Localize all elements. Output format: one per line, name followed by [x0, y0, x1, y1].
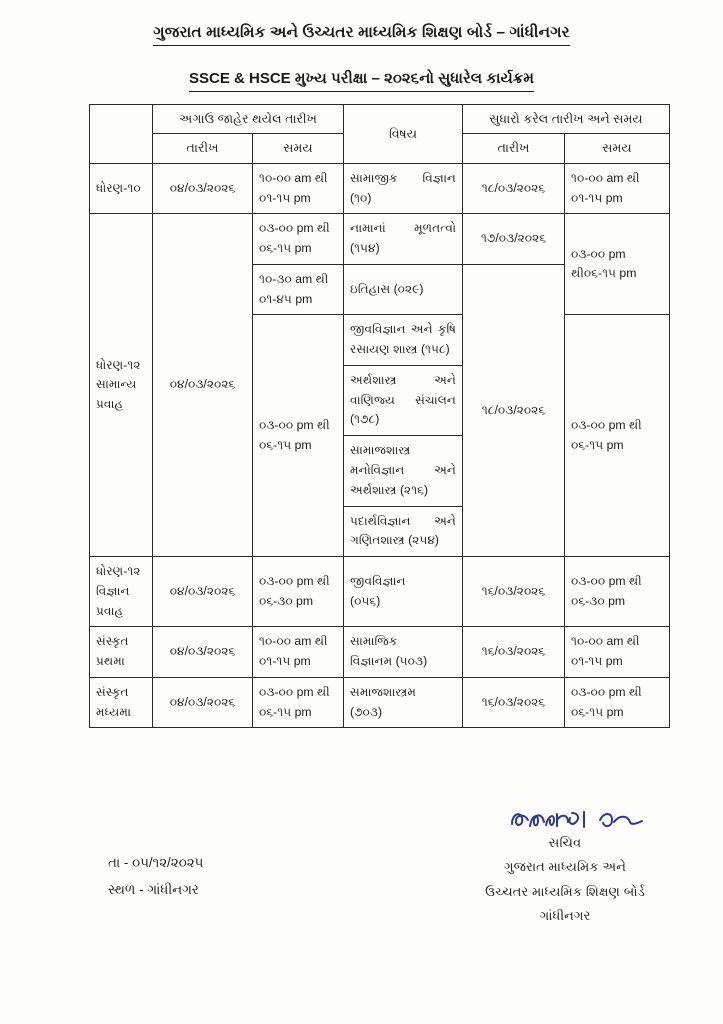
subject-line-2: (૧૫૪) — [350, 241, 380, 256]
subject-line-2: વિજ્ઞાનમ (૫૦૩) — [350, 654, 428, 669]
revised-time-line-2: ૦૧-૧૫ pm — [571, 190, 623, 205]
previous-time — [253, 163, 344, 214]
revised-date: ૧૭/૦૩/૨૦૨૬ — [463, 214, 565, 265]
revised-date: ૧૬/૦૩/૨૦૨૬ — [463, 557, 565, 627]
standard-label-line-3: પ્રવાહ — [96, 603, 124, 618]
revised-time-line-1: ૦૩-૦૦ pm થી — [571, 573, 642, 588]
header-rev-date: તારીખ — [463, 134, 565, 163]
schedule-table-wrapper — [89, 104, 669, 728]
standard-label-line-2: સામાન્ય — [96, 377, 137, 392]
revised-time-line-1: ૦૩-૦૦ pm — [571, 246, 626, 261]
standard-label-line-3: પ્રવાહ — [96, 397, 124, 412]
revised-time-line-1: ૦૩-૦૦ pm થી — [571, 417, 642, 432]
authority-line-3: ગાંધીનગર — [539, 908, 591, 924]
header-blank — [90, 105, 153, 164]
subject-name — [344, 677, 463, 728]
previous-date: ૦૪/૦૩/૨૦૨૬ — [153, 163, 253, 214]
standard-label — [90, 214, 153, 557]
previous-time-line-1: ૦૩-૦૦ pm થી — [259, 573, 330, 588]
subject-line-1: જીવવિજ્ઞાન — [350, 573, 406, 588]
org-title-block — [0, 0, 723, 46]
authority-line-1: ગુજરાત માધ્યમિક અને — [503, 859, 627, 875]
subject-name: જીવવિજ્ઞાન અને કૃષિ રસાયણ શાસ્ત્ર (૧૫૮) — [344, 315, 463, 366]
exam-schedule-table — [89, 104, 670, 728]
previous-time — [253, 264, 344, 315]
table-header-row-1 — [90, 105, 670, 134]
page-title: ગુજરાત માધ્યમિક અને ઉચ્ચતર માધ્યમિક શિક્ષણ બોર્ડ – ગાંધીનગર — [153, 22, 569, 46]
subject-line-1: સામાજિક — [350, 634, 398, 649]
previous-time — [253, 214, 344, 265]
subject-name: પદાર્થવિજ્ઞાન અને ગણિતશાસ્ત્ર (૨૫૪) — [344, 506, 463, 557]
subject-line-1: સામાજીક વિજ્ઞાન — [350, 170, 457, 185]
previous-time-line-1: ૦૩-૦૦ pm થી — [259, 684, 330, 699]
previous-date: ૦૪/૦૩/૨૦૨૬ — [153, 627, 253, 678]
revised-time — [565, 677, 670, 728]
standard-label-line-1: સંસ્કૃત — [96, 684, 129, 699]
header-prev-date: તારીખ — [153, 134, 253, 163]
footer-date: તા - ૦૫/૧૨/૨૦૨૫ — [108, 855, 204, 870]
previous-time-line-1: ૦૩-૦૦ pm થી — [259, 417, 330, 432]
revised-time — [565, 557, 670, 627]
previous-time-line-2: ૦૧-૧૫ pm — [259, 190, 311, 205]
header-revised-group: સુધારો કરેલ તારીખ અને સમય — [463, 105, 670, 134]
subject-line-2: (૭૦૩) — [350, 704, 383, 719]
previous-time — [253, 315, 344, 557]
previous-time-line-2: ૦૬-૩૦ pm — [259, 593, 313, 608]
revised-date: ૧૬/૦૩/૨૦૨૬ — [463, 677, 565, 728]
previous-time-line-2: ૦૧-૧૫ pm — [259, 654, 311, 669]
previous-time-line-1: ૦૩-૦૦ pm થી — [259, 221, 330, 236]
standard-label: ધોરણ-૧૦ — [90, 163, 153, 214]
revised-time-line-2: ૦૬-૧૫ pm — [571, 437, 624, 452]
revised-time — [565, 214, 670, 315]
signature-title: સચિવ — [548, 835, 582, 850]
standard-label-line-1: ધોરણ-૧૨ — [96, 564, 141, 579]
standard-label — [90, 677, 153, 728]
previous-time-line-1: ૧૦-૦૦ am થી — [259, 634, 328, 649]
revised-date: ૧૬/૦૩/૨૦૨૬ — [463, 627, 565, 678]
revised-time-line-2: ૦૧-૧૫ pm — [571, 654, 623, 669]
revised-time-line-1: ૧૦-૦૦ am થી — [571, 170, 640, 185]
previous-time — [253, 557, 344, 627]
previous-time-line-1: ૧૦-૩૦ am થી — [259, 271, 329, 286]
subject-name: સામાજશાસ્ત્ર મનોવિજ્ઞાન અને અર્થશાસ્ત્ર (૨૧૬) — [344, 436, 463, 506]
subject-line-1: સમાજશાસ્ત્રમ — [350, 684, 416, 699]
revised-time — [565, 163, 670, 214]
revised-time-line-2: થી૦૬-૧૫ pm — [571, 266, 637, 281]
previous-time — [253, 627, 344, 678]
subject-name — [344, 163, 463, 214]
revised-time — [565, 627, 670, 678]
subject-name: અર્થશાસ્ત્ર અને વાણિજ્ય સંચાલન (૧૭૮) — [344, 365, 463, 435]
header-previous-group: અગાઉ જાહેર થયેલ તારીખ — [153, 105, 344, 134]
standard-label-line-1: સંસ્કૃત — [96, 634, 129, 649]
subject-line-2: (૦૫૬) — [350, 593, 381, 608]
previous-time-line-2: ૦૧-૪૫ pm — [259, 291, 313, 306]
standard-label-line-2: પ્રથમા — [96, 654, 125, 669]
previous-time-line-2: ૦૬-૧૫ pm — [259, 241, 312, 256]
previous-date: ૦૪/૦૩/૨૦૨૬ — [153, 677, 253, 728]
table-row — [90, 557, 670, 627]
previous-date: ૦૪/૦૩/૨૦૨૬ — [153, 557, 253, 627]
header-subject: વિષય — [344, 105, 463, 164]
standard-label — [90, 557, 153, 627]
subject-line-1: નામાનાં મૂળતત્વો — [350, 221, 457, 236]
doc-title-block — [0, 46, 723, 92]
revised-time — [565, 315, 670, 557]
header-prev-time: સમય — [253, 134, 344, 163]
subject-name: ઇતિહાસ (૦૨૯) — [344, 264, 463, 315]
subject-name — [344, 214, 463, 265]
previous-time-line-2: ૦૬-૧૫ pm — [259, 437, 312, 452]
previous-date: ૦૪/૦૩/૨૦૨૬ — [153, 214, 253, 557]
footer-signature-block — [420, 808, 710, 929]
subject-name — [344, 627, 463, 678]
signature-icon — [420, 808, 710, 834]
table-body — [90, 163, 670, 728]
header-rev-time: સમય — [565, 134, 670, 163]
table-head — [90, 105, 670, 164]
revised-time-line-2: ૦૬-૩૦ pm — [571, 593, 626, 608]
revised-time-line-1: ૦૩-૦૦ pm થી — [571, 684, 642, 699]
previous-time-line-1: ૧૦-૦૦ am થી — [259, 170, 328, 185]
footer-place: સ્થળ - ગાંધીનગર — [108, 881, 199, 897]
authority-line-2: ઉચ્ચતર માધ્યમિક શિક્ષણ બોર્ડ — [485, 883, 645, 899]
standard-label-line-2: વિજ્ઞાન — [96, 583, 130, 598]
table-row — [90, 627, 670, 678]
standard-label-line-2: મધ્યમા — [96, 704, 132, 719]
subject-name — [344, 557, 463, 627]
revised-date: ૧૮/૦૩/૨૦૨૬ — [463, 163, 565, 214]
standard-label-line-1: ધોરણ-૧૨ — [96, 357, 141, 372]
footer-left-block — [108, 850, 203, 904]
document-subtitle: SSCE & HSCE મુખ્ય પરીક્ષા – ૨૦૨૬નો સુધારેલ કાર્યક્રમ — [189, 68, 534, 92]
revised-time-line-1: ૧૦-૦૦ am થી — [571, 634, 640, 649]
table-row — [90, 163, 670, 214]
table-row — [90, 677, 670, 728]
revised-time-line-2: ૦૬-૧૫ pm — [571, 704, 624, 719]
standard-label — [90, 627, 153, 678]
previous-time-line-2: ૦૬-૧૫ pm — [259, 704, 312, 719]
document-footer — [0, 808, 723, 968]
revised-date: ૧૮/૦૩/૨૦૨૬ — [463, 264, 565, 556]
subject-line-2: (૧૦) — [350, 190, 372, 205]
table-row — [90, 214, 670, 265]
previous-time — [253, 677, 344, 728]
